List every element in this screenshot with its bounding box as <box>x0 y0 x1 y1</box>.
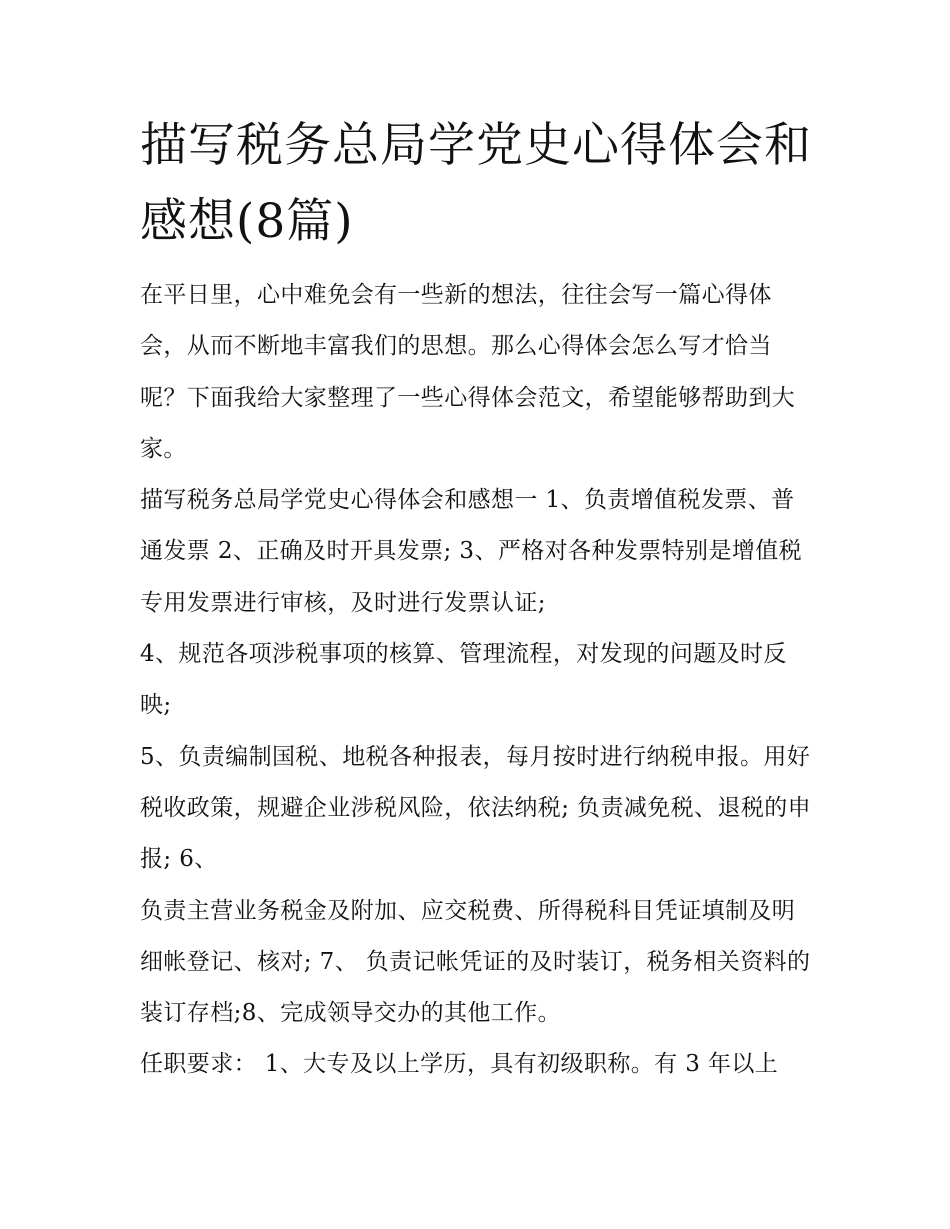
paragraph-2: 4、规范各项涉税事项的核算、管理流程，对发现的问题及时反映; <box>140 641 787 719</box>
paragraph-1: 描写税务总局学党史心得体会和感想一 1、负责增值税发票、普通发票 2、正确及时开具发票; 3、严格对各种发票特别是增值税专用发票进行审核，及时进行发票认证; <box>140 487 803 616</box>
document-body <box>140 108 815 1091</box>
document-title: 描写税务总局学党史心得体会和感想(8篇) <box>140 118 812 249</box>
paragraph-3: 5、负责编制国税、地税各种报表，每月按时进行纳税申报。用好税收政策，规避企业涉税风险，依法纳税; 负责减免税、退税的申报; 6、 <box>140 743 812 873</box>
paragraph-4: 负责主营业务税金及附加、应交税费、所得税科目凭证填制及明细帐登记、核对; 7、 负责记帐凭证的及时装订，税务相关资料的装订存档;8、完成领导交办的其他工作。 <box>140 897 811 1027</box>
paragraph-5: 任职要求： 1、大专及以上学历，具有初级职称。有 3 年以上 <box>140 1051 779 1078</box>
intro-paragraph: 在平日里，心中难免会有一些新的想法，往往会写一篇心得体会，从而不断地丰富我们的思想。那么心得体会怎么写才恰当呢？下面我给大家整理了一些心得体会范文，希望能够帮助到大家。 <box>140 282 796 462</box>
